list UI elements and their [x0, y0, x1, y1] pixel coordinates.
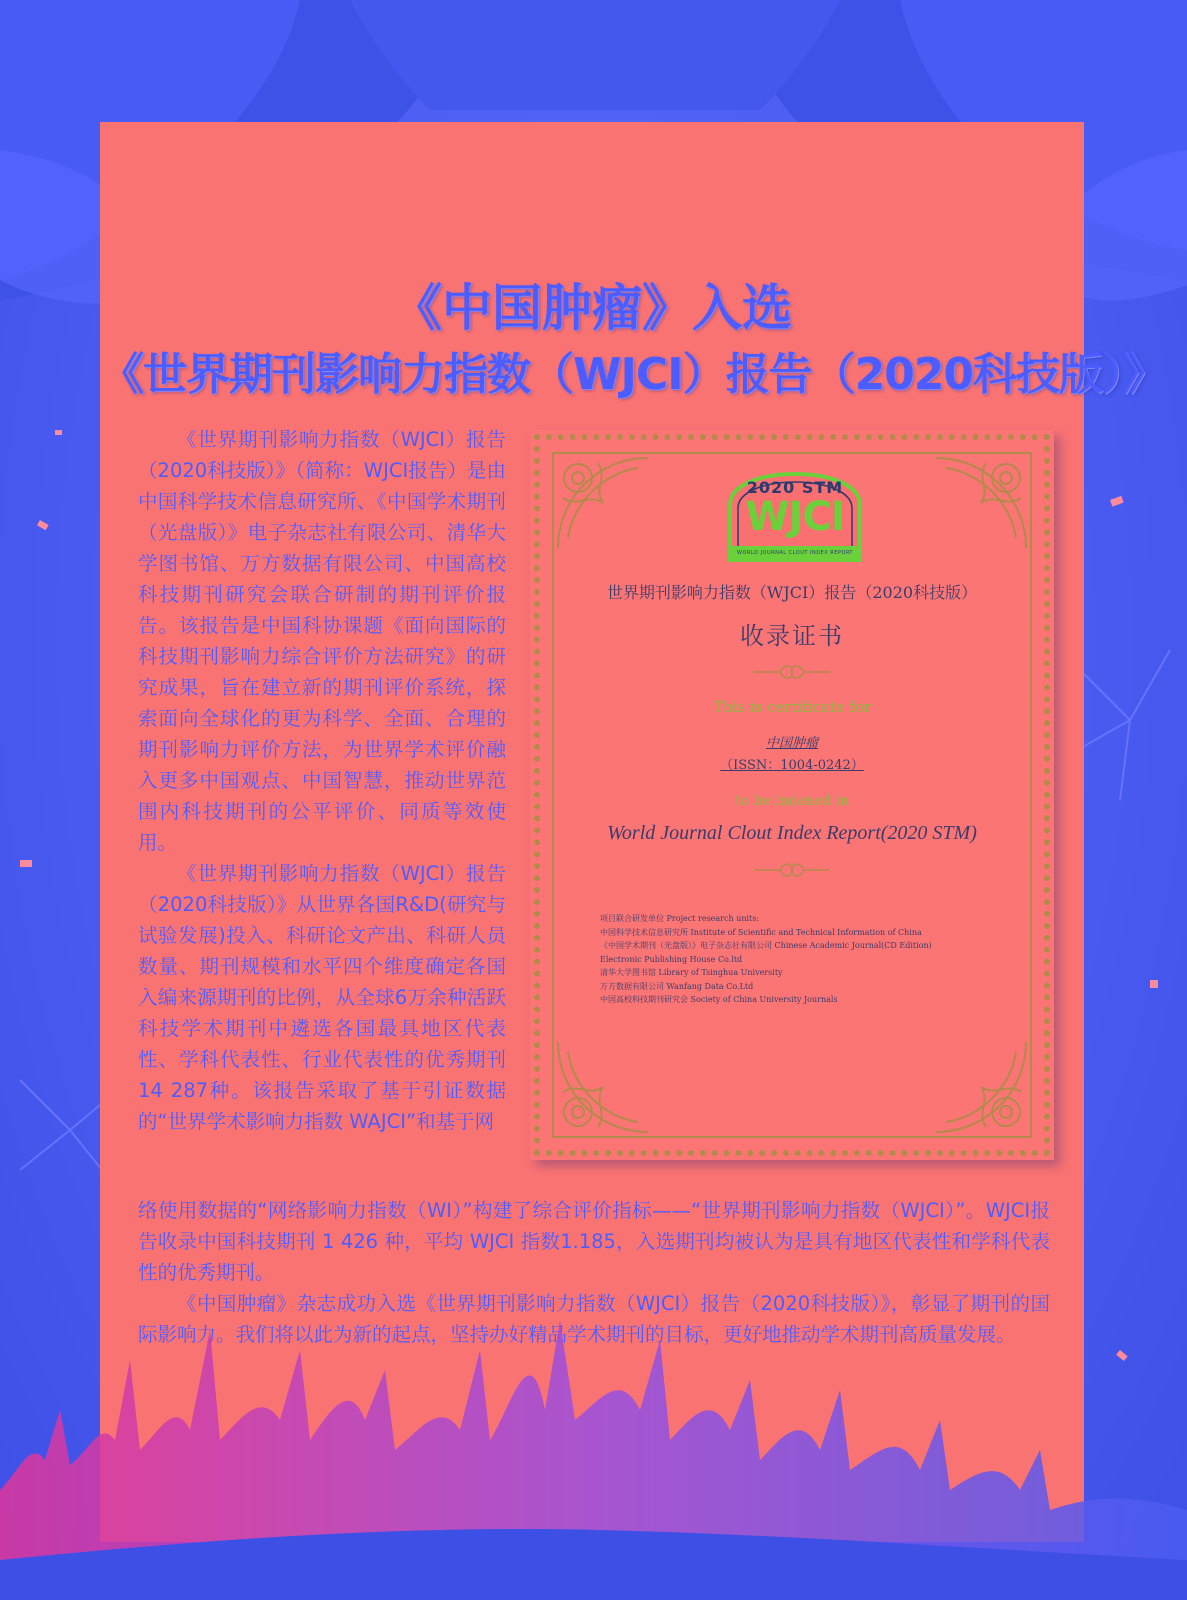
article-paragraph-2-cont: 络使用数据的“网络影响力指数（WI）”构建了综合评价指标——“世界期刊影响力指数（WJCI）”。WJCI报告收录中国科技期刊 1 426 种，平均 WJCI 指数1.185，入选期刊均被认为是具有地区代表性和学科代表性的优秀期刊。 — [138, 1199, 1050, 1284]
research-unit-line: 中国科学技术信息研究所 Institute of Scientific and Technical Information of China — [600, 927, 922, 937]
article-paragraph-1: 《世界期刊影响力指数（WJCI）报告（2020科技版）》（简称：WJCI报告）是由中国科学技术信息研究所、《中国学术期刊（光盘版）》电子杂志社有限公司、清华大学图书馆、万方数据有限公司、中国高校科技期刊研究会联合研制的期刊评价报告。该报告是中国科协课题《面向国际的科技期刊影响力综合评价方法研究》的研究成果，旨在建立新的期刊评价系统，探索面向全球化的更为科学、全面、合理的期刊影响力评价方法，为世界学术评价融入更多中国观点、中国智慧，推动世界范围内科技期刊的公平评价、同质等效使用。 — [138, 428, 506, 854]
corner-ornament-icon — [926, 1032, 1036, 1142]
research-unit-line: 清华大学图书馆 Library of Tsinghua University — [600, 968, 783, 977]
corner-ornament-icon — [548, 1032, 658, 1142]
research-unit-line: Electronic Publishing House Co.ltd — [600, 954, 743, 964]
wjci-logo — [720, 470, 870, 565]
article-paragraph-3: 《中国肿瘤》杂志成功入选《世界期刊影响力指数（WJCI）报告（2020科技版）》，彰显了期刊的国际影响力。我们将以此为新的起点，坚持办好精品学术期刊的目标，更好地推动学术期刊高质量发展。 — [138, 1292, 1050, 1346]
article-paragraph-2: 《世界期刊影响力指数（WJCI）报告（2020科技版）》从世界各国R&D(研究与试验发展)投入、科研论文产出、科研人员数量、期刊规模和水平四个维度确定各国入编来源期刊的比例，从全球6万余种活跃科技学术期刊中遴选各国最具地区代表性、学科代表性、行业代表性的优秀期刊 14 287种。该报告采取了基于引证数据的“世界学术影响力指数 WAJCI”和基于网 — [138, 862, 506, 1133]
corner-ornament-icon — [926, 448, 1036, 558]
page-title-line1: 《中国肿瘤》入选 — [392, 279, 792, 337]
research-unit-line: 中国高校科技期刊研究会 Society of China University Journals — [600, 995, 838, 1004]
research-unit-line: 万方数据有限公司 Wanfang Data Co.Ltd — [600, 981, 754, 991]
research-units-list — [600, 912, 1000, 1007]
logo-year-text: 2020 STM — [746, 478, 844, 497]
certificate-title: 收录证书 — [740, 622, 844, 650]
certificate-issn: （ISSN：1004-0242） — [720, 758, 864, 773]
certificate-report-en: World Journal Clout Index Report(2020 STM) — [607, 822, 977, 844]
certificate-for-text: This is certificate for — [712, 698, 872, 716]
ornament-divider-icon — [752, 662, 832, 682]
logo-main-text: WJCI — [745, 494, 845, 540]
crowd-silhouette — [0, 1290, 1187, 1600]
certificate-journal-name: 中国肿瘤 — [765, 736, 818, 751]
page-title-line2: 《世界期刊影响力指数（WJCI）报告（2020科技版）》 — [100, 349, 1167, 400]
logo-sub-text: WORLD JOURNAL CLOUT INDEX REPORT — [737, 550, 853, 556]
certificate-tobe-text: to be indexed in — [734, 793, 850, 809]
corner-ornament-icon — [548, 448, 658, 558]
research-unit-line: 《中国学术期刊（光盘版）》电子杂志社有限公司 Chinese Academic Journal(CD Edition) — [600, 941, 932, 950]
research-unit-line: 项目联合研发单位 Project research units: — [600, 914, 760, 923]
certificate-cn-title: 世界期刊影响力指数（WJCI）报告（2020科技版） — [606, 583, 978, 602]
certificate — [530, 430, 1054, 1160]
article-column — [138, 424, 506, 1137]
ornament-divider-icon — [752, 860, 832, 880]
